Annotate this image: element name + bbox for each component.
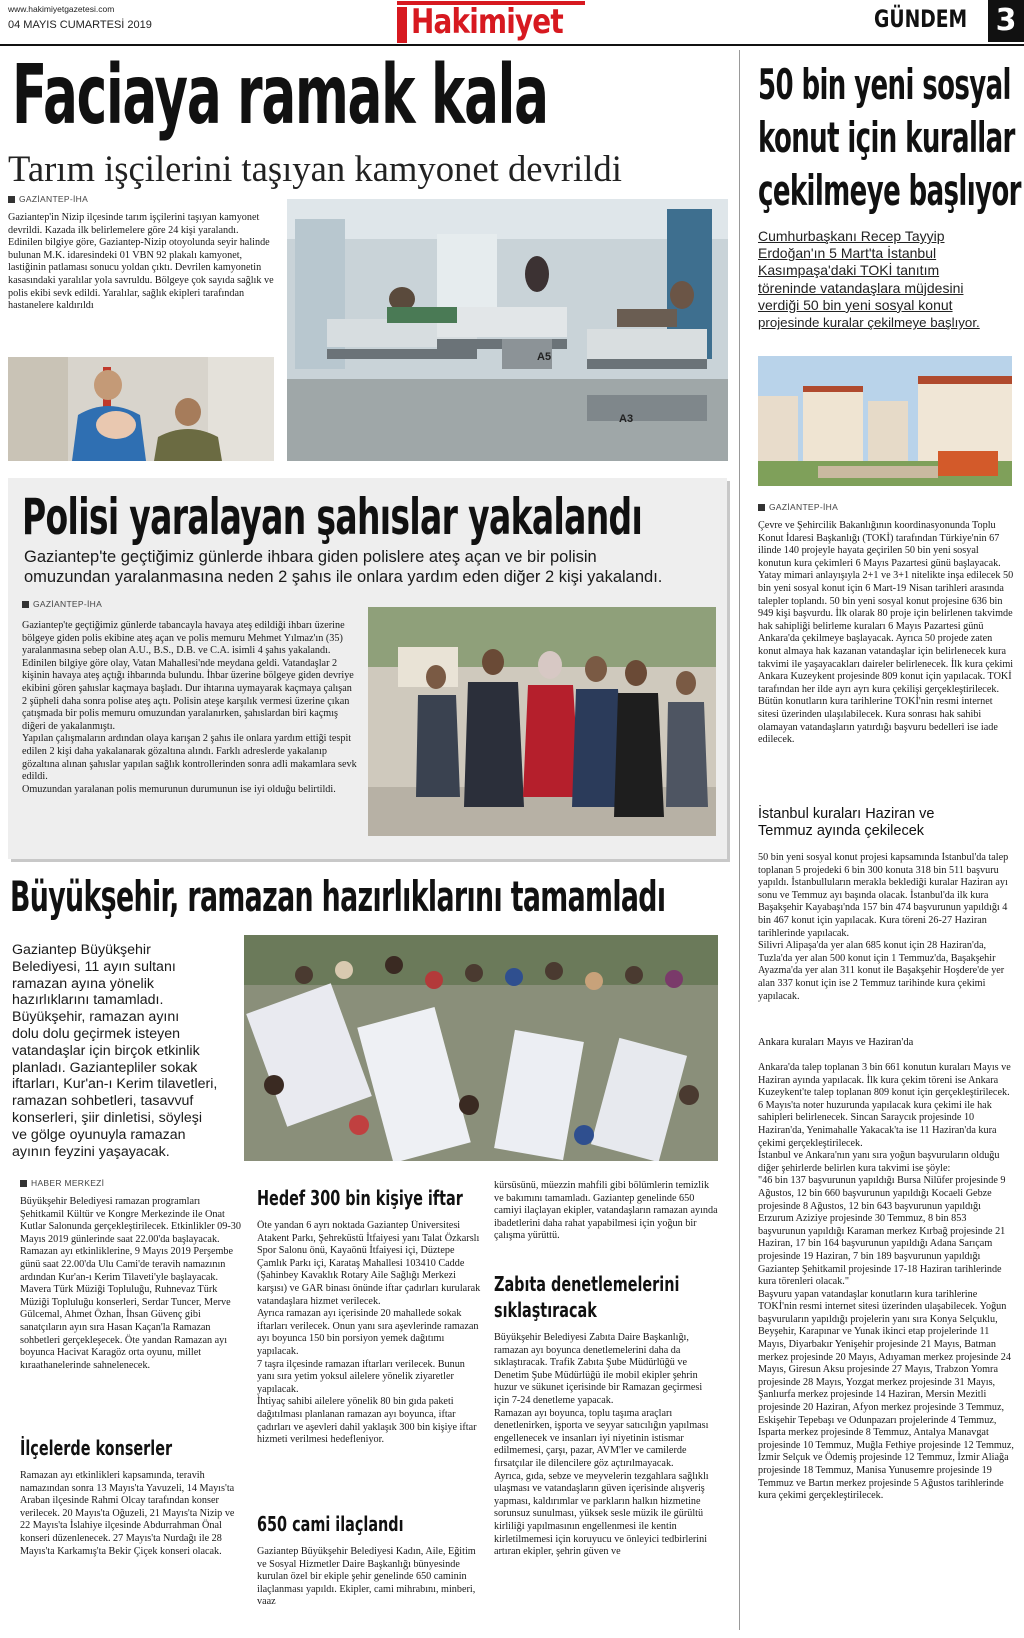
bed-label-a5: A5: [537, 351, 552, 363]
story1-rescue-photo: [8, 357, 274, 461]
story4-col1-body: Büyükşehir Belediyesi ramazan programları Şehitkamil Kültür ve Kongre Merkezinde ile Onat Kutlar Salonunda gerçekleştirilecek. Etkinlikler 09-30 Mayıs 2019 günlerinde saat 22.00'da başlayacak. Ramazan ayı etkinliklerine, 9 Mayıs 2019 Perşembe günü saat 22.00'da Ulu Cami'de teravih namazının ardından Kur'an-ı Kerim Tilaveti'yle başlayacak. Mavera Türk Müziği Topluluğu, Ruhnevaz Türk Müziği Topluluğu konserleri, Serdar Tuncer, Merve Gülcemal, Ahmet Özhan, İhsan Güvenç gibi sanatçıların ayın sıra Hasan Kaçan'la Ramazan sohbetleri gerçekleşecek. Öte yandan Ramazan ayı boyunca Hacivat Karagöz orta oyunu, millet kıraathanelerinde sahnelenecek.: [20, 1196, 241, 1371]
story4-col3-body: kürsüsünü, müezzin mahfili gibi bölümlerin temizlik ve bakımını tamamladı. Gaziantep genelinde 650 camiyi ilaçlayan ekipler, vatandaşların ramazan ayında ibadetlerini daha rahat yapabilmesi için yoğun bir çalışma yürüttü.: [494, 1180, 718, 1242]
section-label: GÜNDEM: [874, 5, 968, 33]
story2-headline-line-3: çekilmeye başlıyor: [758, 166, 1021, 215]
story3-lead: [24, 547, 724, 587]
story4-subhead-iftar: Hedef 300 bin kişiye iftar: [257, 1186, 463, 1210]
story2-subhead-istanbul: İstanbul kuraları Haziran ve Temmuz ayında çekilecek: [758, 806, 935, 839]
story1-body: Gaziantep'in Nizip ilçesinde tarım işçilerini taşıyan kamyonet devrildi. Kazada ilk belirlemelere göre 24 kişi yaralandı. Edinilen bilgiye göre, Gaziantep-Nizip otoyolunda seyir halinde bulunan M.K. idaresindeki 01 VBN 92 plakalı kamyonet, lastiğinin patlaması sonucu yoldan çıktı. Devrilen kamyonetin kasasındaki yaralılar yola savruldu. Bölgeye çok sayıda sağlık ve polis ekibi sevk edildi. Yaralılar, sağlık ekipleri tarafından hastanelere kaldırıldı: [8, 212, 274, 312]
story2-lead-line-3: Kasımpaşa'daki TOKİ tanıtım: [758, 262, 940, 279]
story4-lead-line-5: Büyükşehir, ramazan ayını: [12, 1009, 180, 1026]
story2-headline-line-2: konut için kurallar: [758, 113, 1015, 162]
story4-subhead-zabita-line-1: Zabıta denetlemelerini: [494, 1272, 680, 1296]
story2-housing-photo: [758, 356, 1012, 486]
story3-headline: Polisi yaralayan şahıslar yakalandı: [22, 488, 643, 546]
story4-lead-line-8: planladı. Gaziantepliler sokak: [12, 1059, 198, 1076]
story2-lead-line-5: verdiği 50 bin yeni sosyal konut: [758, 296, 953, 313]
story4-subhead-zabita: [494, 1272, 720, 1328]
story4-lead-line-2: Belediyesi, 11 ayın sultanı: [12, 958, 176, 975]
page-number: 3: [995, 3, 1017, 38]
bed-label-a3: A3: [619, 413, 634, 425]
story1-subheadline: Tarım işçilerini taşıyan kamyonet devrildi: [8, 149, 622, 190]
story4-col3-body-b: Büyükşehir Belediyesi Zabıta Daire Başkanlığı, ramazan ayı boyunca denetlemelerini daha da sıklaştıracak. Trafik Zabıta Şube Müdürlüğü ve Denetim Şube Müdürlüğü ile mobil ekipler şehrin huzur ve sükunet içerisinde bir Ramazan geçirmesi için 7-24 denetleme yapacak. Ramazan ayı boyunca, toplu taşıma araçları denetlenirken, işporta ve seyyar satıcılığın yapılması engellenecek ve insanları iyi niyetinin istismar edilmemesi, çarşı, pazar, AVM'ler ve camilerde fırsatçılar ile dilencilere göz açtırılmayacak. Ayrıca, gıda, sebze ve meyvelerin tezgahlara sağlıklı ulaşması ve vatandaşların güven içerisinde alışveriş yapması, kaldırımlar ve parkların halkın hizmetine sorunsuz sunulması, yüksek sesle müzik ile gürültü kirliliği yapılmasının engellenmesi ile kentin kirletilmemesi için koruyucu ve önleyici tedbirlerini artıran ekipler, şehrin güven ve: [494, 1332, 709, 1558]
story4-col2-body-b: Gaziantep Büyükşehir Belediyesi Kadın, Aile, Eğitim ve Sosyal Hizmetler Daire Başkanlığı bünyesinde kurulan özel bir ekiple şehir genelinde 650 caminin ilaçlanması yapıldı. Ekipler, cami mihrabını, minberi, vaaz: [257, 1546, 476, 1608]
story4-iftar-photo: [244, 935, 718, 1161]
column-rule: [739, 50, 740, 1630]
story2-subhead-ankara: Ankara kuraları Mayıs ve Haziran'da: [758, 1037, 914, 1048]
story2-headline: [758, 60, 1021, 230]
masthead-logo[interactable]: [396, 0, 584, 44]
story2-lead-line-4: töreninde vatandaşlara müjdesini: [758, 279, 964, 296]
story4-subhead-ilceler: İlçelerde konserler: [20, 1436, 173, 1460]
logo-side-bars: [397, 7, 407, 43]
story4-source: HABER MERKEZİ: [20, 1178, 104, 1188]
story2-lead-line-2: Erdoğan'ın 5 Mart'ta İstanbul: [758, 245, 937, 262]
story3-source: GAZİANTEP-İHA: [22, 599, 102, 609]
website-url[interactable]: www.hakimiyetgazetesi.com: [8, 4, 115, 14]
header-rule: [0, 44, 1024, 46]
story3-lead-line-2: omuzundan yaralanmasına neden 2 şahıs ile onlara yardım eden diğer 2 kişi yakalandı.: [24, 568, 663, 586]
story4-lead: [12, 942, 244, 1160]
story2-lead: [758, 228, 1020, 331]
story4-col1-body-b: Ramazan ayı etkinlikleri kapsamında, teravih namazından sonra 13 Mayıs'ta Yavuzeli, 14 Mayıs'ta Araban ilçesinde Rahmi Olcay tarafından konser verilecek. 20 Mayıs'ta Oğuzeli, 21 Mayıs'ta Nizip ve 22 Mayıs'ta İslahiye ilçesinde Abdurrahman Önal konseri düzenlenecek. 27 Mayıs'ta Nurdağı ile 28 Mayıs'ta Karkamış'ta Bekir Çiçek konseri olacak.: [20, 1470, 235, 1557]
story1-hospital-photo: [287, 199, 728, 461]
story2-body-2: 50 bin yeni sosyal konut projesi kapsamında İstanbul'da talep toplanan 5 projedeki 6 bin 300 konuta 318 bin 511 başvuru yapıldı. İstanbulluların merakla beklediği kuralar Haziran ayı sonu ve Temmuz ayı başında olacak. İstanbul'da ilk kura Başakşehir Kayabaşı'nda 157 bin 474 başvurunun yapıldığı 4 bin 467 konut için yapılacak. Kura töreni 26-27 Haziran tarihlerinde yapılacak. Silivri Alipaşa'da yer alan 685 konut için 28 Haziran'da, Tuzla'da yer alan 500 konut için 1 Temmuz'da, Başakşehir Ayazma'da yer alan 311 konut ile Başakşehir Hoşdere'de yer alan 337 konut için ise 2 Temmuz tarihinde kura çekimi yapılacak.: [758, 852, 1009, 1002]
story4-subhead-zabita-line-2: sıklaştıracak: [494, 1298, 597, 1322]
story2-body-1: Çevre ve Şehircilik Bakanlığının koordinasyonunda Toplu Konut İdaresi Başkanlığı (TOKİ) tarafından Türkiye'nin 67 ilinde 140 projeyle hayata geçirilen 50 bin yeni sosyal konutun kura çekimleri 6 Mayıs Pazartesi günü başlayacak. Yatay mimari anlayışıyla 2+1 ve 3+1 nitelikte inşa edilecek 50 bin yeni sosyal konut için 6 Mart-19 Nisan tarihleri arasında talepler toplandı. 50 bin yeni sosyal konut projesine 636 bin 949 kişi başvurdu. İlk olarak 80 proje için belirlenen takvimde hak sahipliği belirleme kuraları 6 Mayıs Pazartesi günü Ankara'da çekilmeye başlayacak. Ayrıca 50 projede zaten konut almaya hak kazanan vatandaşlar için belirlenecek kura takvimi ile yaşayacakları daireler belirlenecek. İlk kura çekimi Ankara Kuzeykent projesinde 809 konut için yapılacak. TOKİ tarafından her ilde ayrı ayrı kura çekilişi gerçekleştirilecek. Bütün konutların kura tarihlerine TOKİ'nin resmi internet sitesi üzerinden ulaşılabilecek. Kura sonrası hak sahibi olamayan vatandaşların yatırdığı başvuru bedelleri ise iade edilecek.: [758, 520, 1014, 746]
story4-lead-line-4: hazırlıklarını tamamladı.: [12, 992, 164, 1009]
issue-date: 04 MAYIS CUMARTESİ 2019: [8, 19, 152, 31]
story4-lead-line-1: Gaziantep Büyükşehir: [12, 942, 151, 958]
story3-body: Gaziantep'te geçtiğimiz günlerde tabancayla havaya ateş edildiği ihbarı üzerine bölgeye giden polis ekibine ateş açan ve polis memuru Mehmet Yılmaz'ın (35) yaralanmasına sebep olan A.U., B.S., D.B. ve C.A. isimli 4 şahıs yakalandı. Edinilen bilgiye göre olay, Vatan Mahallesi'nde meydana geldi. Vatandaşlar 2 kişinin havaya ateş açtığı ihbarında bulundu. İhbar üzerine bölgeye giden devriye ekibini gören şahıslar kaçmaya başladı. Dur ihtarına uymayarak kaçmaya çalışan 2 şüpheli daha sonra polise ateş açtı. Polisin ateşe karşılık vermesi üzerine çıkan çatışmada bir polis memuru omuzundan yaralanırken, şahıslardan biri kaçmış diğeri de yakalanmıştı. Yapılan çalışmaların ardından olaya karışan 2 şahıs ile onlara yardım ettiği tespit edilen 2 kişi daha yakalanarak gözaltına alındı. Farklı adreslerde yakalanıp gözaltına alınan şahıslar yapılan sağlık kontrollerinden sonra adli makamlara sevk edildi. Omuzundan yaralanan polis memurunun durumunun ise iyi olduğu belirtildi.: [22, 620, 357, 795]
page-number-box: [988, 0, 1024, 42]
story1-headline: Faciaya ramak kala: [12, 48, 548, 143]
story4-lead-line-7: vatandaşlar için birçok etkinlik: [12, 1042, 200, 1059]
story4-lead-line-6: dolu dolu geçirmek isteyen: [12, 1025, 180, 1042]
story4-lead-line-11: konserleri, şiir dinletisi, söyleşi: [12, 1109, 203, 1126]
story4-lead-line-10: ramazan sohbetleri, tasavvuf: [12, 1093, 194, 1110]
story4-lead-line-13: ayının feyzini yaşayacak.: [12, 1143, 170, 1160]
story4-subhead-cami: 650 cami ilaçlandı: [257, 1512, 404, 1536]
story4-headline: Büyükşehir, ramazan hazırlıklarını tamamladı: [10, 872, 666, 921]
story2-lead-line-1: Cumhurbaşkanı Recep Tayyip: [758, 228, 945, 244]
story4-lead-line-3: ramazan ayına yönelik: [12, 975, 154, 992]
logo-text: Hakimiyet: [411, 2, 563, 42]
story3-lead-line-1: Gaziantep'te geçtiğimiz günlerde ihbara giden polislere ateş açan ve bir polisin: [24, 548, 597, 566]
story3-arrest-photo: [368, 607, 716, 836]
story2-lead-line-6: projesinde kuralar çekilmeye başlıyor.: [758, 315, 980, 331]
story4-col2-body: Öte yandan 6 ayrı noktada Gaziantep Üniversitesi Atakent Parkı, Şehreküstü İtfaiyesi yanı Talat Özkarslı Spor Salonu önü, Kayaönü İtfaiyesi içi, Düztepe Çamlık Parkı içi, Karataş Mahallesi 103410 Cadde (Şahinbey Kavaklık Rotary Aile Sağlığı Merkezi karşısı) ve GAR binası önünde iftar çadırları kurularak vatandaşlara hizmet verilecek. Ayrıca ramazan ayı içerisinde 20 mahallede sokak iftarları verilecek. Onun yanı sıra aşevlerinde ramazan ayı boyunca 150 bin porsiyon yemek dağıtımı yapılacak. 7 taşra ilçesinde ramazan iftarları verilecek. Bunun yanı sıra yetim yoksul ailelere yönelik ziyaretler yapılacak. İhtiyaç sahibi ailelere yönelik 80 bin gıda paketi dağıtılması planlanan ramazan ayı boyunca, iftar çadırları ve aşevleri dahil yaklaşık 300 bin kişiye iftar hizmeti verilmesi hedefleniyor.: [257, 1220, 481, 1446]
story2-headline-line-1: 50 bin yeni sosyal: [758, 60, 1011, 109]
story2-source: GAZİANTEP-İHA: [758, 502, 838, 512]
story4-lead-line-12: ve gölge oyunuyla ramazan: [12, 1126, 186, 1143]
story1-source: GAZİANTEP-İHA: [8, 194, 88, 204]
story2-body-3: Ankara'da talep toplanan 3 bin 661 konutun kuraları Mayıs ve Haziran ayında yapılacak. İlk kura çekim töreni ise Ankara Kuzeykent'te talep toplanan 809 konut için gerçekleştirilecek. 6 Mayıs'ta noter huzurunda yapılacak kura çekimi ile hak sahipleri belirlenecek. Sincan Saraycık projesinde 10 Haziran'da, Yenimahalle Yakacak'ta ise 11 Haziran'da kura çekimi gerçekleştirilecek. İstanbul ve Ankara'nın yanı sıra yoğun başvuruların olduğu diğer şehirlerde belirlen kura takvimi ise şöyle: "46 bin 137 başvurunun yapıldığı Bursa Nilüfer projesinde 9 Ağustos, 12 bin 660 başvurunun yapıldığı Kocaeli Gebze projesinde 8 Ağustos, 12 bin 643 başvurunun yapıldığı Erzurum Aziziye projesinde 30 Temmuz, 8 bin 853 başvurunun yapıldığı Karaman merkez Kırbağ projesinde 21 Haziran, 17 bin 164 başvurunun yapıldığı Adana Sarıçam projesinde 19 Haziran, 7 bin 189 başvurunun yapıldığı Gaziantep Şehitkamil projesinde 17-18 Haziran tarihlerinde kura törenleri olacak." Başvuru yapan vatandaşlar konutların kura tarihlerine TOKİ'nin resmi internet sitesi üzerinden ulaşabilecek. Yoğun başvuruların yapıldığı projelerin yanı sıra Konya Selçuklu, Beyşehir, Karapınar ve Yunak ikinci etap projelerinde 11 Mayıs, Diyarbakır Yenişehir projesinde 21 Mayıs, Batman merkez projesinde 20 Mayıs, Adıyaman merkez projesinde 24 Mayıs, Giresun Aksu projesinde 27 Mayıs, Trabzon Yomra projesinde 28 Mayıs, Yozgat merkez projesinde 31 Mayıs, Şanlıurfa merkez projesinde 14 Haziran, Mersin Mezitli projesinde 20 Haziran, Afyon merkez projesinde 3 Temmuz, Eskişehir Tepebaşı ve Odunpazarı projelerinde 4 Temmuz, Isparta merkez projesinde 8 Temmuz, Antalya Manavgat projesinde 10 Temmuz, Muğla Fethiye projesinde 12 Temmuz, İzmir Selçuk ve Ödemiş projesinde 12 Temmuz, İzmir Aliağa projesinde 18 Temmuz, Manisa Yunusemre projesinde 19 Temmuz ve Bartın merkez projesinde 5 Ağustos tarihlerinde kura çekimi gerçekleştirilecek.: [758, 1062, 1014, 1502]
story4-lead-line-9: iftarları, Kur'an-ı Kerim tilavetleri,: [12, 1076, 218, 1093]
